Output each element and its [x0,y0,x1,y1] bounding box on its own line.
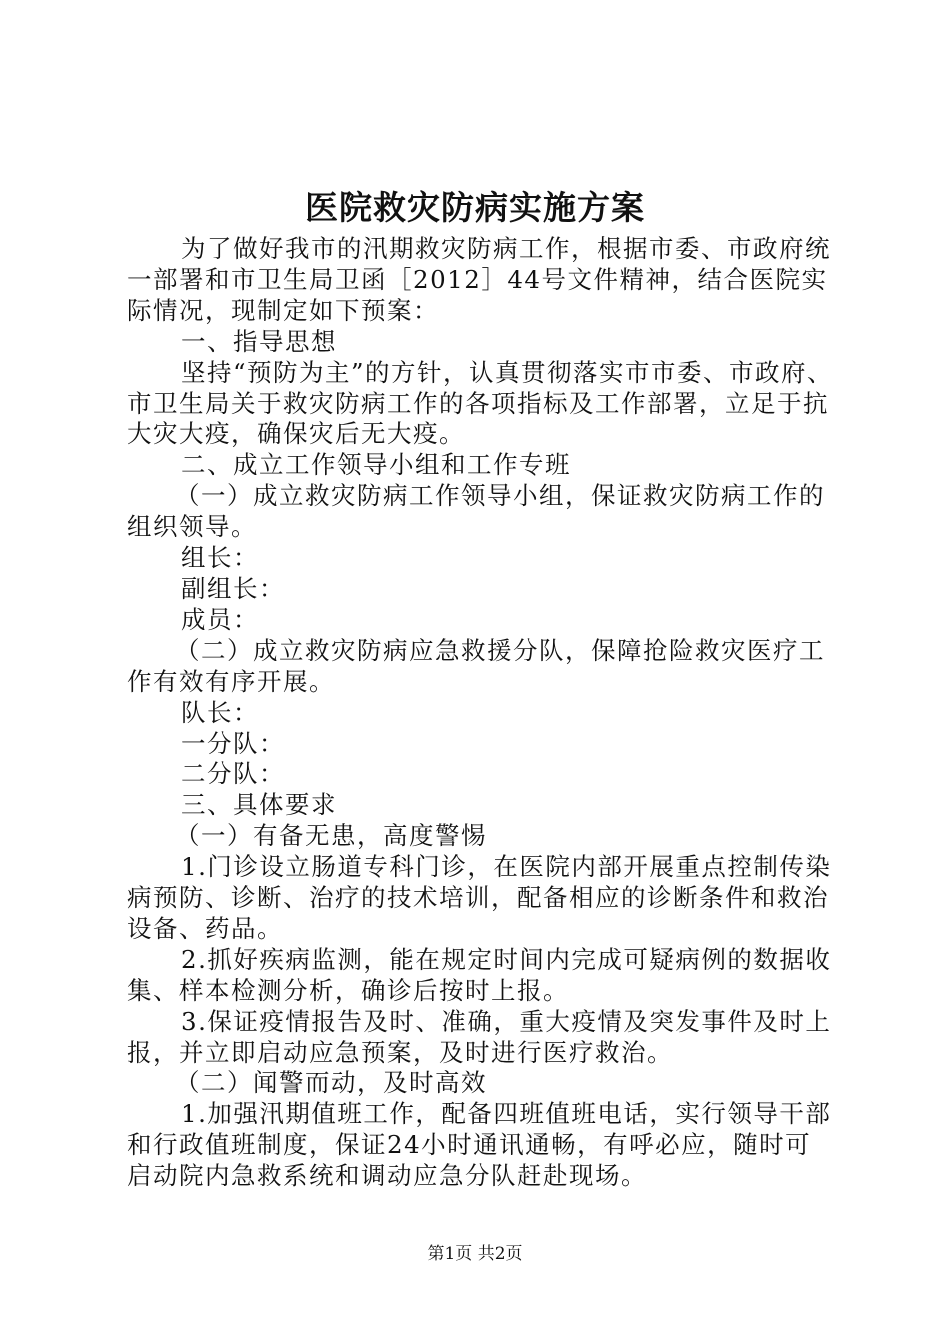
deputy-group-leader-line: 副组长： [181,573,285,603]
document-body [127,234,835,1192]
section-heading-requirements: 三、具体要求 [181,790,337,820]
team-leader-line: 队长： [181,697,259,727]
first-squad-line: 一分队： [181,728,285,758]
group-leader-line: 组长： [181,543,259,573]
page-number-footer: 第1页 共2页 [427,1244,523,1264]
requirement-item-3: 3.保证疫情报告及时、准确，重大疫情及突发事件及时上报，并立即启动应急预案，及时进行医疗救治。 [127,1006,832,1067]
requirement-item-2: 2.抓好疾病监测，能在规定时间内完成可疑病例的数据收集、样本检测分析，确诊后按时上报。 [127,944,832,1005]
document-title: 医院救灾防病实施方案 [305,188,645,227]
subsection-rapid-response: （二）闻警而动，及时高效 [175,1068,487,1098]
response-item-1: 1.加强汛期值班工作，配备四班值班电话，实行领导干部和行政值班制度，保证24小时通讯通畅，有呼必应，随时可启动院内急救系统和调动应急分队赶赴现场。 [127,1099,832,1191]
subsection-leadership-group: （一）成立救灾防病工作领导小组，保证救灾防病工作的组织领导。 [127,481,825,542]
subsection-rescue-team: （二）成立救灾防病应急救援分队，保障抢险救灾医疗工作有效有序开展。 [127,635,825,696]
section-heading-leadership-group: 二、成立工作领导小组和工作专班 [181,450,571,480]
subsection-preparedness: （一）有备无患，高度警惕 [175,821,487,851]
requirement-item-1: 1.门诊设立肠道专科门诊，在医院内部开展重点控制传染病预防、诊断、治疗的技术培训，配备相应的诊断条件和救治设备、药品。 [127,852,832,943]
members-line: 成员： [181,604,259,634]
intro-paragraph: 为了做好我市的汛期救灾防病工作，根据市委、市政府统一部署和市卫生局卫函［2012］44号文件精神，结合医院实际情况，现制定如下预案： [127,234,831,325]
guiding-ideology-paragraph: 坚持“预防为主”的方针，认真贯彻落实市市委、市政府、市卫生局关于救灾防病工作的各项指标及工作部署，立足于抗大灾大疫，确保灾后无大疫。 [127,357,834,449]
second-squad-line: 二分队： [181,759,285,789]
section-heading-guiding-ideology: 一、指导思想 [181,326,337,356]
